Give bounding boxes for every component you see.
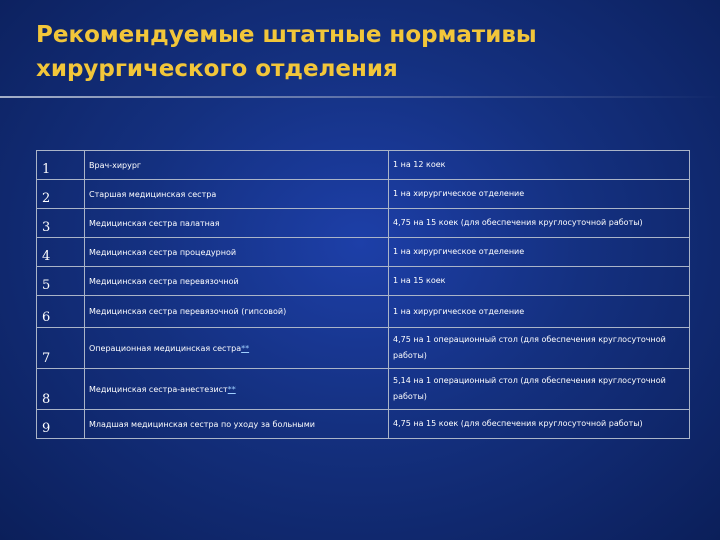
position-name: Медицинская сестра палатная — [89, 218, 220, 228]
table-row — [37, 267, 690, 296]
position-cell — [85, 410, 389, 439]
row-number: 1 — [37, 151, 85, 180]
position-name: Медицинская сестра перевязочной — [89, 276, 239, 286]
table-row — [37, 369, 690, 410]
position-name: Старшая медицинская сестра — [89, 189, 217, 199]
norm-cell: 1 на хирургическое отделение — [389, 238, 690, 267]
table-row — [37, 410, 690, 439]
position-name: Медицинская сестра перевязочной (гипсовой) — [89, 307, 287, 316]
slide-title-line-2: хирургического отделения — [36, 56, 398, 82]
norm-cell: 1 на 12 коек — [389, 151, 690, 180]
norm-cell: 4,75 на 1 операционный стол (для обеспечения круглосуточной работы) — [389, 328, 690, 369]
position-cell — [85, 296, 389, 328]
footnote-link[interactable]: ** — [227, 384, 236, 394]
row-number: 7 — [37, 328, 85, 369]
position-name: Операционная медицинская сестра — [89, 343, 242, 353]
table-row — [37, 180, 690, 209]
row-number: 9 — [37, 410, 85, 439]
row-number: 6 — [37, 296, 85, 328]
slide-title — [36, 18, 696, 86]
title-divider — [0, 96, 720, 98]
row-number: 3 — [37, 209, 85, 238]
row-number: 2 — [37, 180, 85, 209]
norm-cell: 4,75 на 15 коек (для обеспечения круглосуточной работы) — [389, 209, 690, 238]
norm-cell: 1 на 15 коек — [389, 267, 690, 296]
table-row — [37, 151, 690, 180]
position-cell — [85, 267, 389, 296]
position-name: Врач-хирург — [89, 160, 142, 170]
row-number: 5 — [37, 267, 85, 296]
position-cell — [85, 209, 389, 238]
norm-cell: 1 на хирургическое отделение — [389, 296, 690, 328]
position-cell — [85, 369, 389, 410]
position-name: Медицинская сестра-анестезист — [89, 384, 228, 394]
position-cell — [85, 180, 389, 209]
row-number: 4 — [37, 238, 85, 267]
table-row — [37, 296, 690, 328]
position-name: Младшая медицинская сестра по уходу за больными — [89, 419, 315, 429]
position-cell — [85, 238, 389, 267]
norm-cell: 4,75 на 15 коек (для обеспечения круглосуточной работы) — [389, 410, 690, 439]
table-row — [37, 238, 690, 267]
table-row — [37, 328, 690, 369]
position-cell — [85, 151, 389, 180]
staffing-norms-table — [36, 150, 690, 439]
slide-title-line-1: Рекомендуемые штатные нормативы — [36, 22, 537, 48]
position-name: Медицинская сестра процедурной — [89, 247, 237, 257]
norm-cell: 5,14 на 1 операционный стол (для обеспечения круглосуточной работы) — [389, 369, 690, 410]
norm-cell: 1 на хирургическое отделение — [389, 180, 690, 209]
table-row — [37, 209, 690, 238]
footnote-link[interactable]: ** — [241, 343, 250, 353]
row-number: 8 — [37, 369, 85, 410]
position-cell — [85, 328, 389, 369]
